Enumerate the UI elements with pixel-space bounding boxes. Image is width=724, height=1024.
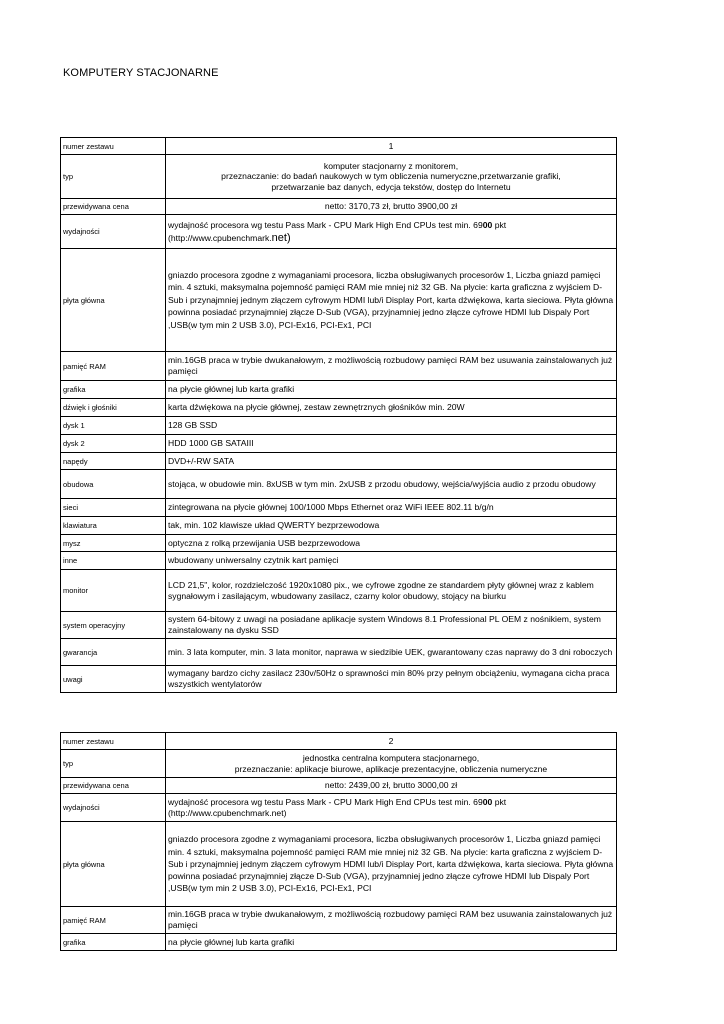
row-label: pamięć RAM xyxy=(61,352,166,381)
row-value: wbudowany uniwersalny czytnik kart pamięci xyxy=(166,552,617,570)
row-value: gniazdo procesora zgodne z wymaganiami procesora, liczba obsługiwanych procesorów 1, Liczba gniazd pamięci min. 4 sztuki, maksymalna pojemność pamięci RAM mie mniej niż 32 GB. Na płycie: karta graficzna z wyjściem D-Sub i przynajmniej jednym złączem cyfrowym HDMI lub/i Display Port, karta dźwiękowa, karta sieciowa. Płyta główna powinna posiadać przynajmniej złącze D-Sub (VGA), przyjnamniej jedno złącze cyfrowe HDMI lub Dispaly Port ,USB(w tym min 2 USB 3.0), PCI-Ex16, PCI-Ex1, PCI xyxy=(166,249,617,352)
spec-table-set-1 xyxy=(60,137,617,693)
row-ram xyxy=(61,907,617,934)
perf-text: wydajność procesora wg testu Pass Mark - CPU Mark High End CPUs test min. 69 xyxy=(168,796,483,807)
row-disk-2 xyxy=(61,435,617,453)
row-drives xyxy=(61,453,617,470)
type-line: przeznaczanie: aplikacje biurowe, aplikacje prezentacyjne, obliczenia numeryczne xyxy=(234,763,548,774)
row-label: uwagi xyxy=(61,666,166,693)
row-value xyxy=(166,155,617,199)
row-label: grafika xyxy=(61,381,166,399)
perf-link: (http://www.cpubenchmark. xyxy=(168,232,272,243)
row-ram xyxy=(61,352,617,381)
row-value: min. 3 lata komputer, min. 3 lata monitor, naprawa w siedzibie UEK, gwarantowany czas naprawy do 3 dni roboczych xyxy=(166,639,617,666)
row-value: tak, min. 102 klawisze układ QWERTY bezprzewodowa xyxy=(166,517,617,535)
type-line: komputer stacjonarny z monitorem, xyxy=(323,160,459,171)
spec-table-set-2 xyxy=(60,732,617,951)
row-label: grafika xyxy=(61,934,166,951)
perf-text: wydajność procesora wg testu Pass Mark - CPU Mark High End CPUs test min. 69 xyxy=(168,219,483,230)
row-label: monitor xyxy=(61,570,166,612)
perf-link: (http://www.cpubenchmark.net) xyxy=(168,807,287,818)
row-set-number xyxy=(61,138,617,155)
row-value: LCD 21,5", kolor, rozdzielczość 1920x1080 pix., we cyfrowe zgodne ze standardem płyty głównej wraz z kablem sygnałowym i zasilającym, wbudowany zasilacz, czarny kolor obudowy, stojący na biurku xyxy=(166,570,617,612)
row-network xyxy=(61,499,617,517)
row-audio xyxy=(61,399,617,417)
row-value: netto: 2439,00 zł, brutto 3000,00 zł xyxy=(166,778,617,794)
row-value: 1 xyxy=(166,138,617,155)
perf-bold: 00 xyxy=(482,796,493,807)
row-monitor xyxy=(61,570,617,612)
perf-bold: 00 xyxy=(482,219,493,230)
row-case xyxy=(61,470,617,499)
row-graphics xyxy=(61,381,617,399)
row-type xyxy=(61,155,617,199)
row-motherboard xyxy=(61,249,617,352)
row-value: na płycie głównej lub karta grafiki xyxy=(166,381,617,399)
type-line: przeznaczanie: do badań naukowych w tym obliczenia numeryczne,przetwarzanie grafiki, xyxy=(221,171,561,182)
row-label: napędy xyxy=(61,453,166,470)
row-value xyxy=(166,750,617,778)
row-other xyxy=(61,552,617,570)
row-value: netto: 3170,73 zł, brutto 3900,00 zł xyxy=(166,199,617,215)
row-label: wydajności xyxy=(61,215,166,249)
row-value: min.16GB praca w trybie dwukanałowym, z możliwością rozbudowy pamięci RAM bez usuwania zainstalowanych już pamięci xyxy=(166,907,617,934)
row-label: wydajności xyxy=(61,794,166,822)
row-label: dysk 2 xyxy=(61,435,166,453)
row-motherboard xyxy=(61,822,617,907)
row-value: HDD 1000 GB SATAIII xyxy=(166,435,617,453)
row-performance xyxy=(61,794,617,822)
row-label: numer zestawu xyxy=(61,138,166,155)
row-os xyxy=(61,612,617,639)
row-label: mysz xyxy=(61,535,166,552)
row-value: gniazdo procesora zgodne z wymaganiami procesora, liczba obsługiwanych procesorów 1, Liczba gniazd pamięci min. 4 sztuki, maksymalna pojemność pamięci RAM mie mniej niż 32 GB. Na płycie: karta graficzna z wyjściem D-Sub i przynajmniej jednym złączem cyfrowym HDMI lub/i Display Port, karta dźwiękowa, karta sieciowa. Płyta główna powinna posiadać przynajmniej złącze D-Sub (VGA), przyjnamniej jedno złącze cyfrowe HDMI lub Dispaly Port ,USB(w tym min 2 USB 3.0), PCI-Ex16, PCI-Ex1, PCI xyxy=(166,822,617,907)
row-warranty xyxy=(61,639,617,666)
row-label: typ xyxy=(61,155,166,199)
row-label: dysk 1 xyxy=(61,417,166,435)
row-disk-1 xyxy=(61,417,617,435)
row-type xyxy=(61,750,617,778)
row-label: dźwięk i głośniki xyxy=(61,399,166,417)
row-value: DVD+/-RW SATA xyxy=(166,453,617,470)
row-price xyxy=(61,199,617,215)
row-value: min.16GB praca w trybie dwukanałowym, z możliwością rozbudowy pamięci RAM bez usuwania zainstalowanych już pamięci xyxy=(166,352,617,381)
row-value: wymagany bardzo cichy zasilacz 230v/50Hz o sprawności min 80% przy pełnym obciążeniu, wymagana cicha praca wszystkich wentylatorów xyxy=(166,666,617,693)
row-label: gwarancja xyxy=(61,639,166,666)
row-graphics xyxy=(61,934,617,951)
row-value: 2 xyxy=(166,733,617,750)
row-performance xyxy=(61,215,617,249)
row-label: typ xyxy=(61,750,166,778)
row-label: inne xyxy=(61,552,166,570)
row-label: pamięć RAM xyxy=(61,907,166,934)
row-set-number xyxy=(61,733,617,750)
row-label: system operacyjny xyxy=(61,612,166,639)
type-line: przetwarzanie baz danych, edycja tekstów, dostęp do Internetu xyxy=(271,181,511,192)
row-label: numer zestawu xyxy=(61,733,166,750)
row-price xyxy=(61,778,617,794)
row-value: zintegrowana na płycie głównej 100/1000 Mbps Ethernet oraz WiFi IEEE 802.11 b/g/n xyxy=(166,499,617,517)
type-line: jednostka centralna komputera stacjonarnego, xyxy=(302,752,480,763)
perf-link-end: net) xyxy=(271,231,291,244)
page-title: KOMPUTERY STACJONARNE xyxy=(63,67,219,79)
row-value: stojąca, w obudowie min. 8xUSB w tym min. 2xUSB z przodu obudowy, wejścia/wyjścia audio z przodu obudowy xyxy=(166,470,617,499)
row-value xyxy=(166,215,617,249)
row-label: przewidywana cena xyxy=(61,778,166,794)
row-label: płyta główna xyxy=(61,822,166,907)
row-mouse xyxy=(61,535,617,552)
row-value: karta dźwiękowa na płycie głównej, zestaw zewnętrznych głośników min. 20W xyxy=(166,399,617,417)
row-value xyxy=(166,794,617,822)
row-value: na płycie głównej lub karta grafiki xyxy=(166,934,617,951)
row-label: klawiatura xyxy=(61,517,166,535)
row-value: system 64-bitowy z uwagi na posiadane aplikacje system Windows 8.1 Professional PL OEM z nośnikiem, system zainstalowany na dysku SSD xyxy=(166,612,617,639)
row-value: optyczna z rolką przewijania USB bezprzewodowa xyxy=(166,535,617,552)
row-notes xyxy=(61,666,617,693)
perf-unit: pkt xyxy=(492,219,507,230)
row-value: 128 GB SSD xyxy=(166,417,617,435)
row-label: płyta główna xyxy=(61,249,166,352)
row-label: obudowa xyxy=(61,470,166,499)
perf-unit: pkt xyxy=(492,796,507,807)
row-label: przewidywana cena xyxy=(61,199,166,215)
row-keyboard xyxy=(61,517,617,535)
row-label: sieci xyxy=(61,499,166,517)
